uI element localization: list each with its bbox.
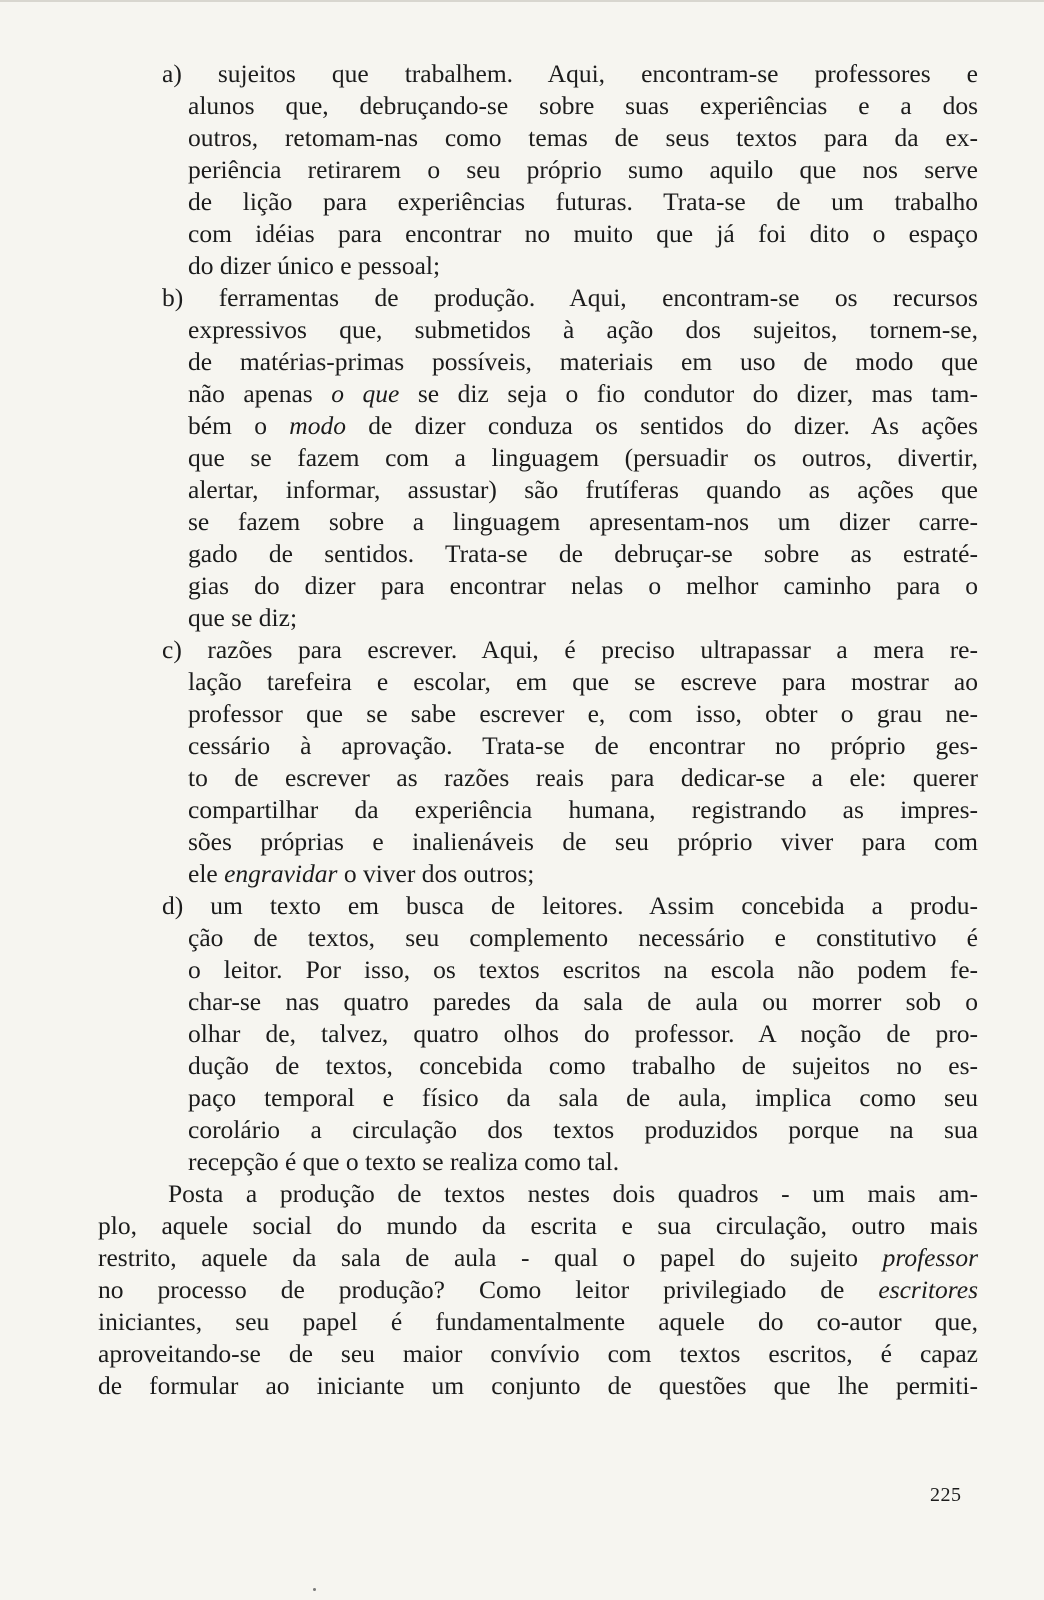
text-line <box>188 1146 978 1178</box>
text-line <box>162 282 978 314</box>
text-line <box>188 122 978 154</box>
line-text: paço temporal e físico da sala de aula, implica como seu <box>188 1083 978 1112</box>
line-text: dução de textos, concebida como trabalho de sujeitos no es- <box>188 1051 978 1080</box>
text-line <box>188 954 978 986</box>
line-text: de matérias-primas possíveis, materiais em uso de modo que <box>188 347 978 376</box>
text-line <box>98 1210 978 1242</box>
text-line <box>188 666 978 698</box>
text-line <box>188 1050 978 1082</box>
text-line <box>188 826 978 858</box>
text-line <box>188 218 978 250</box>
line-text: no processo de produção? Como leitor privilegiado de <box>98 1275 879 1304</box>
text-line <box>98 1338 978 1370</box>
text-line <box>188 90 978 122</box>
text-line <box>188 1018 978 1050</box>
text-line <box>188 762 978 794</box>
line-text: outros, retomam-nas como temas de seus textos para da ex- <box>188 123 978 152</box>
line-text: alunos que, debruçando-se sobre suas experiências e a dos <box>188 91 978 120</box>
line-text: gado de sentidos. Trata-se de debruçar-se sobre as estraté- <box>188 539 978 568</box>
text-line <box>188 410 978 442</box>
italic-term: engravidar <box>224 859 338 888</box>
line-text: c) razões para escrever. Aqui, é preciso ultrapassar a mera re- <box>162 635 978 664</box>
list-item-c <box>98 634 978 890</box>
text-line <box>188 154 978 186</box>
line-text: se fazem sobre a linguagem apresentam-nos um dizer carre- <box>188 507 978 536</box>
line-text: de lição para experiências futuras. Trata-se de um trabalho <box>188 187 978 216</box>
text-line <box>188 186 978 218</box>
line-text: o leitor. Por isso, os textos escritos na escola não podem fe- <box>188 955 978 984</box>
line-text: aproveitando-se de seu maior convívio com textos escritos, é capaz <box>98 1339 978 1368</box>
text-line <box>188 922 978 954</box>
line-text: com idéias para encontrar no muito que já foi dito o espaço <box>188 219 978 248</box>
list-item-b <box>98 282 978 634</box>
line-text: se diz seja o fio condutor do dizer, mas tam- <box>399 379 978 408</box>
line-text: de formular ao iniciante um conjunto de questões que lhe permiti- <box>98 1371 978 1400</box>
list-item-d <box>98 890 978 1178</box>
line-text: periência retirarem o seu próprio sumo aquilo que nos serve <box>188 155 978 184</box>
scan-speck <box>313 1588 316 1591</box>
line-text: do dizer único e pessoal; <box>188 251 441 280</box>
italic-term: o que <box>331 379 400 408</box>
text-line <box>188 378 978 410</box>
line-text: gias do dizer para encontrar nelas o melhor caminho para o <box>188 571 978 600</box>
line-text: que se fazem com a linguagem (persuadir os outros, divertir, <box>188 443 978 472</box>
line-text: to de escrever as razões reais para dedicar-se a ele: querer <box>188 763 978 792</box>
line-text: recepção é que o texto se realiza como tal. <box>188 1147 620 1176</box>
text-line <box>188 250 978 282</box>
text-line <box>188 794 978 826</box>
text-line <box>188 538 978 570</box>
line-text: a) sujeitos que trabalhem. Aqui, encontram-se professores e <box>162 59 978 88</box>
page-body <box>98 58 978 1402</box>
italic-term: modo <box>289 411 346 440</box>
text-line <box>188 730 978 762</box>
line-text: plo, aquele social do mundo da escrita e sua circulação, outro mais <box>98 1211 978 1240</box>
line-text: restrito, aquele da sala de aula - qual o papel do sujeito <box>98 1243 883 1272</box>
text-line <box>162 58 978 90</box>
line-text: alertar, informar, assustar) são frutíferas quando as ações que <box>188 475 978 504</box>
text-line <box>188 858 978 890</box>
line-text: b) ferramentas de produção. Aqui, encontram-se os recursos <box>162 283 978 312</box>
enumerated-list <box>98 58 978 1178</box>
text-line <box>188 442 978 474</box>
list-item-a <box>98 58 978 282</box>
text-line <box>98 1178 978 1210</box>
closing-paragraph <box>98 1178 978 1402</box>
text-line <box>188 1082 978 1114</box>
line-text: o viver dos outros; <box>337 859 535 888</box>
line-text: não apenas <box>188 379 332 408</box>
line-text: cessário à aprovação. Trata-se de encontrar no próprio ges- <box>188 731 978 760</box>
text-line <box>188 1114 978 1146</box>
text-line <box>188 570 978 602</box>
line-text: d) um texto em busca de leitores. Assim concebida a produ- <box>162 891 978 920</box>
line-text: que se diz; <box>188 603 298 632</box>
italic-term: escritores <box>878 1275 978 1304</box>
text-line <box>162 890 978 922</box>
text-line <box>98 1274 978 1306</box>
line-text: sões próprias e inalienáveis de seu próprio viver para com <box>188 827 978 856</box>
line-text: de dizer conduza os sentidos do dizer. As ações <box>345 411 978 440</box>
line-text: professor que se sabe escrever e, com isso, obter o grau ne- <box>188 699 978 728</box>
line-text: char-se nas quatro paredes da sala de aula ou morrer sob o <box>188 987 978 1016</box>
line-text: olhar de, talvez, quatro olhos do professor. A noção de pro- <box>188 1019 978 1048</box>
line-text: iniciantes, seu papel é fundamentalmente aquele do co-autor que, <box>98 1307 978 1336</box>
line-text: ele <box>188 859 225 888</box>
line-text: compartilhar da experiência humana, registrando as impres- <box>188 795 978 824</box>
text-line <box>188 698 978 730</box>
text-line <box>188 986 978 1018</box>
top-edge-rule <box>0 0 1044 2</box>
line-text: bém o <box>188 411 290 440</box>
line-text: corolário a circulação dos textos produzidos porque na sua <box>188 1115 978 1144</box>
line-text: expressivos que, submetidos à ação dos sujeitos, tornem-se, <box>188 315 978 344</box>
text-line <box>188 346 978 378</box>
text-line <box>98 1242 978 1274</box>
text-line <box>188 474 978 506</box>
text-line <box>162 634 978 666</box>
text-line <box>188 506 978 538</box>
text-line <box>98 1306 978 1338</box>
line-text: lação tarefeira e escolar, em que se escreve para mostrar ao <box>188 667 978 696</box>
line-text: Posta a produção de textos nestes dois quadros - um mais am- <box>168 1179 978 1208</box>
page-number: 225 <box>930 1484 962 1506</box>
line-text: ção de textos, seu complemento necessário e constitutivo é <box>188 923 978 952</box>
italic-term: professor <box>882 1243 978 1272</box>
text-line <box>98 1370 978 1402</box>
text-line <box>188 602 978 634</box>
text-line <box>188 314 978 346</box>
